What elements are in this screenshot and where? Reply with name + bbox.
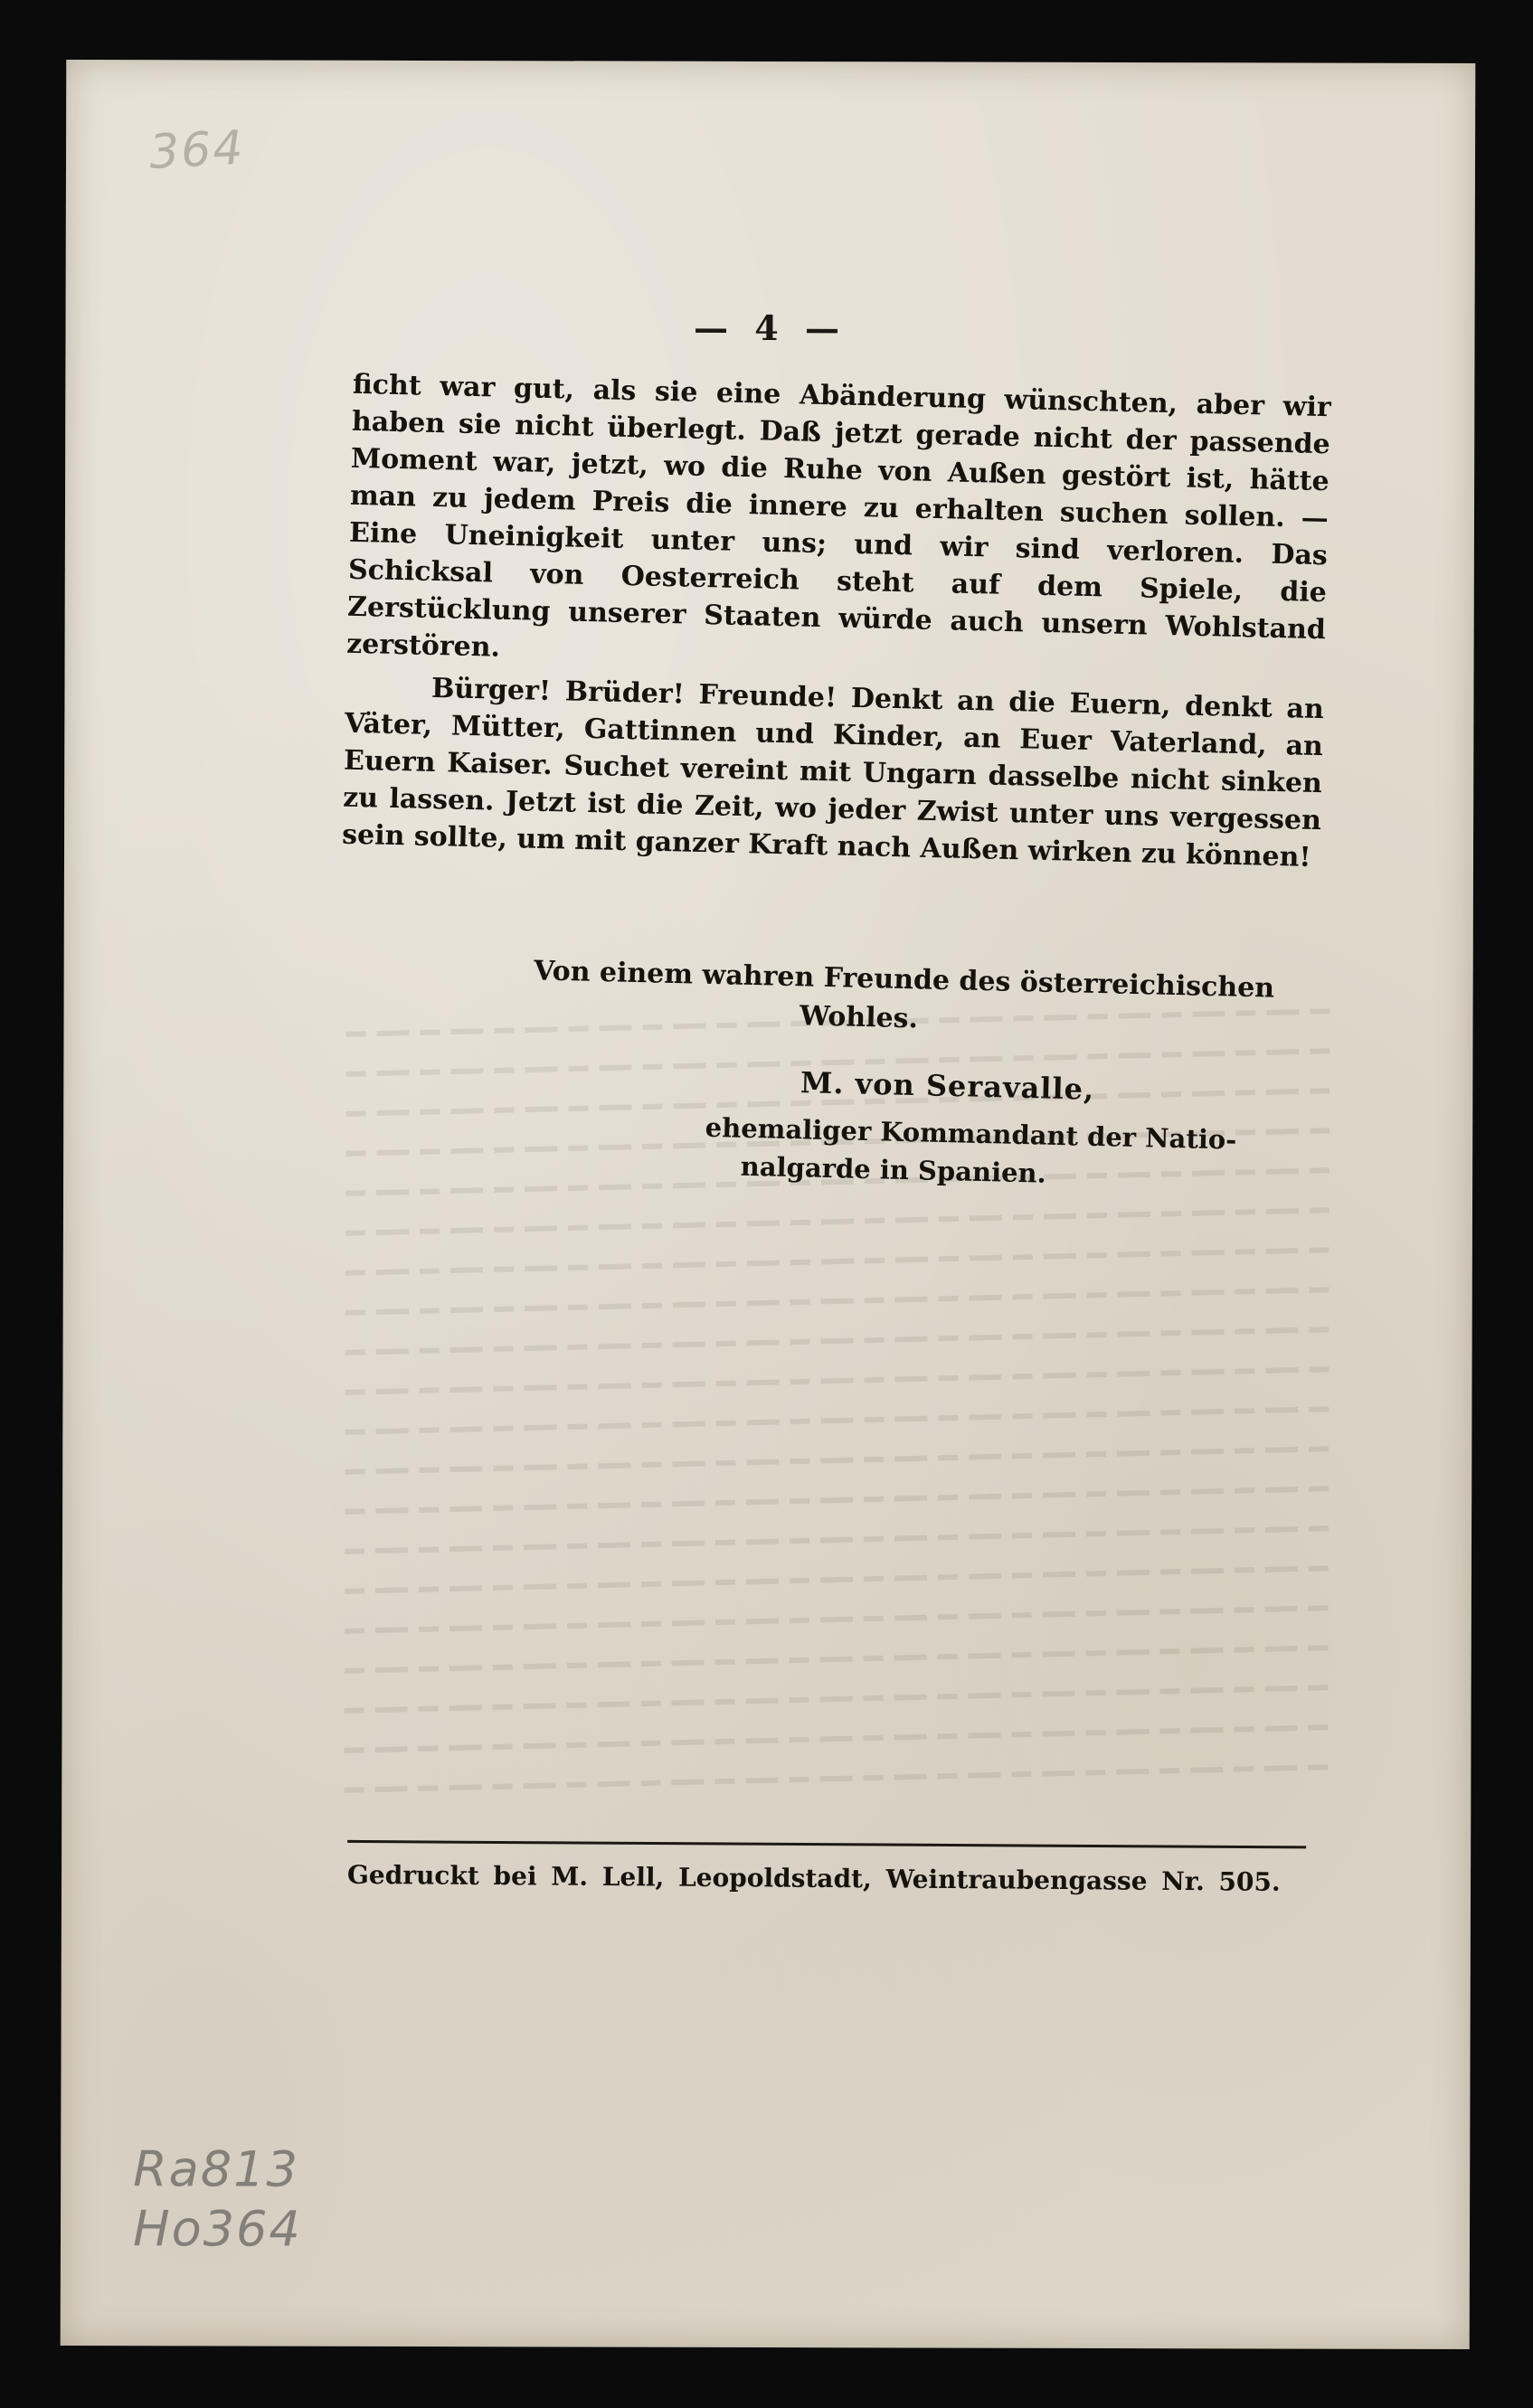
signature-role-line-1: ehemaliger Kommandant der Natio- (705, 1111, 1237, 1156)
pencil-note-bottom-line-1: Ra813 (133, 2140, 299, 2198)
page-number: — 4 — (694, 307, 847, 349)
document-sheet (61, 60, 1476, 2349)
attribution-line-2: Wohles. (799, 1000, 919, 1035)
paragraph-2: Bürger! Brüder! Freunde! Denkt an die Euern, denkt an Väter, Mütter, Gattinnen und Kinder, an Euer Vaterland, an Euern Kaiser. Suchet vereint mit Ungarn dasselbe nicht sinken zu lassen. Jetzt ist die Zeit, wo jeder Zwist unter uns vergessen sein sollte, um mit ganzer Kraft nach Außen wirken zu können! (341, 672, 1325, 873)
body-text (342, 366, 1331, 876)
signature-role-line-2: nalgarde in Spanien. (740, 1150, 1047, 1189)
printer-imprint: Gedruckt bei M. Lell, Leopoldstadt, Weintraubengasse Nr. 505. (346, 1859, 1281, 1897)
signature-role (704, 1109, 1339, 1199)
pencil-note-top: 364 (147, 120, 246, 180)
paragraph-1: ficht war gut, als sie eine Abänderung wünschten, aber wir haben sie nicht überlegt. Daß jetzt gerade nicht der passende Moment war, jetzt, wo die Ruhe von Außen gestört ist, hätte man zu jedem Preis die innere zu erhalten suchen sollen. — Eine Uneinigkeit unter uns; und wir sind verloren. Das Schicksal von Oesterreich steht auf dem Spiele, die Zerstücklung unserer Staaten würde auch unsern Wohlstand zerstören. (345, 368, 1332, 664)
attribution-line-1: Von einem wahren Freunde des österreichischen (533, 955, 1275, 1005)
pencil-note-bottom-line-2: Ho364 (132, 2200, 302, 2258)
attribution (533, 951, 1330, 1048)
signature-name: M. von Seravalle, (800, 1065, 1095, 1107)
pencil-note-bottom (133, 2139, 302, 2259)
imprint-divider (347, 1840, 1306, 1848)
